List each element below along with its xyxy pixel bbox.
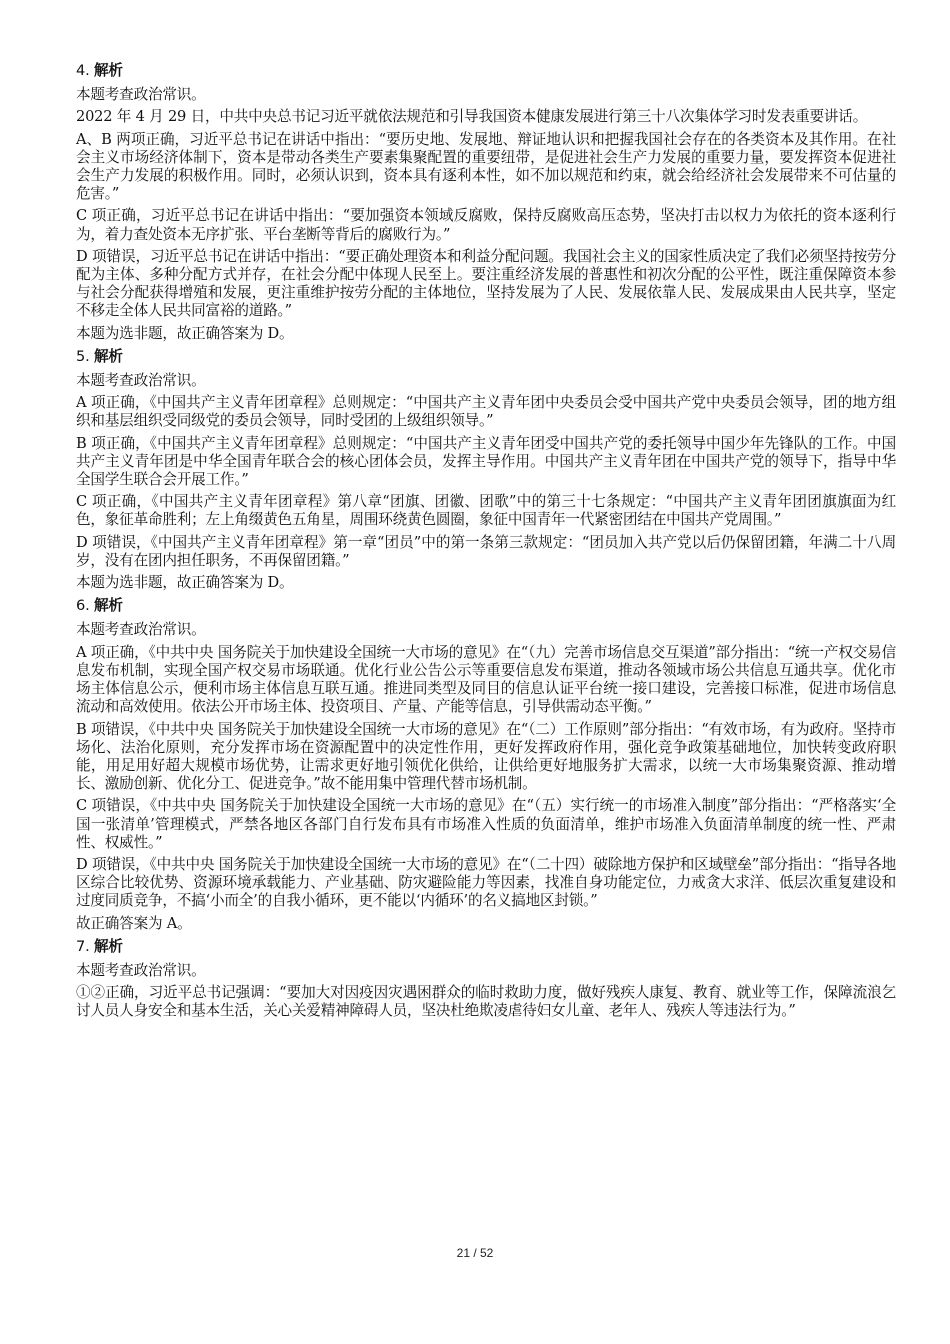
explanation-paragraph: 本题考查政治常识。: [76, 86, 206, 104]
explanation-paragraph: B 项错误，《中共中央 国务院关于加快建设全国统一大市场的意见》在“（二）工作原则”部分指出：“有效市场，有为政府。坚持市场化、法治化原则，充分发挥市场在资源配置中的决定性作用，更好发挥政府作用，强化竞争政策基础地位，加快转变政府职能，用足用好超大规模市场优势，让需求更好地引领优化供给，让供给更好地服务扩大需求，以统一大市场集聚资源、推动增长、激励创新、优化分工、促进竞争。”故不能用集中管理代替市场机制。: [76, 720, 896, 793]
explanation-paragraph: 本题考查政治常识。: [76, 621, 206, 639]
analysis-label: 解析: [93, 347, 123, 365]
question-number: 4.: [76, 62, 90, 79]
question-number: 5.: [76, 347, 90, 365]
question-number: 6.: [76, 597, 90, 615]
question-heading: [76, 938, 896, 956]
question-heading: [76, 348, 896, 366]
explanation-paragraph: D 项错误，《中国共产主义青年团章程》第一章“团员”中的第一条第三款规定：“团员加入共产党以后仍保留团籍，年满二十八周岁，没有在团内担任职务，不再保留团籍。”: [76, 533, 896, 569]
analysis-label: 解析: [93, 597, 123, 615]
explanation-paragraph: D 项错误，习近平总书记在讲话中指出：“要正确处理资本和利益分配问题。我国社会主义的国家性质决定了我们必须坚持按劳分配为主体、多种分配方式并存，在社会分配中体现人民至上。要注重经济发展的普惠性和初次分配的公平性，既注重保障资本参与社会分配获得增殖和发展，更注重维护按劳分配的主体地位，坚持发展为了人民、发展依靠人民、发展成果由人民共享，坚定不移走全体人民共同富裕的道路。”: [76, 247, 896, 320]
explanation-paragraph: C 项正确，习近平总书记在讲话中指出：“要加强资本领域反腐败，保持反腐败高压态势，坚决打击以权力为依托的资本逐利行为，着力查处资本无序扩张、平台垄断等背后的腐败行为。”: [76, 207, 896, 243]
explanation-paragraph: 本题考查政治常识。: [76, 961, 206, 979]
explanation-paragraph: 故正确答案为 A。: [76, 914, 192, 932]
explanation-paragraph: B 项正确，《中国共产主义青年团章程》总则规定：“中国共产主义青年团受中国共产党的委托领导中国少年先锋队的工作。中国共产主义青年团是中华全国青年联合会的核心团体会员，发挥主导作用。中国共产主义青年团在中国共产党的领导下，指导中华全国学生联合会开展工作。”: [76, 434, 896, 489]
explanation-paragraph: 本题为选非题，故正确答案为 D。: [76, 574, 294, 592]
answer-explanations: [76, 62, 896, 1026]
analysis-label: 解析: [93, 937, 123, 955]
explanation-paragraph: A 项正确，《中国共产主义青年团章程》总则规定：“中国共产主义青年团中央委员会受中国共产党中央委员会领导，团的地方组织和基层组织受同级党的委员会领导，同时受团的上级组织领导。”: [76, 394, 896, 430]
question-block: [76, 348, 896, 592]
question-heading: [76, 597, 896, 615]
explanation-paragraph: A、B 两项正确，习近平总书记在讲话中指出：“要历史地、发展地、辩证地认识和把握我国社会存在的各类资本及其作用。在社会主义市场经济体制下，资本是带动各类生产要素集聚配置的重要纽带，是促进社会生产力发展的重要力量，要发挥资本促进社会生产力发展的积极作用。同时，必须认识到，资本具有逐利本性，如不加以规范和约束，就会给经济社会发展带来不可估量的危害。”: [76, 130, 896, 203]
question-heading: [76, 62, 896, 80]
explanation-paragraph: 本题考查政治常识。: [76, 372, 206, 390]
question-block: [76, 597, 896, 932]
explanation-paragraph: ①②正确，习近平总书记强调：“要加大对因疫因灾遇困群众的临时救助力度，做好残疾人康复、教育、就业等工作，保障流浪乞讨人员人身安全和基本生活，关心关爱精神障碍人员，坚决杜绝欺凌虐待妇女儿童、老年人、残疾人等违法行为。”: [76, 984, 896, 1020]
explanation-paragraph: C 项错误，《中共中央 国务院关于加快建设全国统一大市场的意见》在“（五）实行统一的市场准入制度”部分指出：“严格落实‘全国一张清单’管理模式，严禁各地区各部门自行发布具有市场准入性质的负面清单，维护市场准入负面清单制度的统一性、严肃性、权威性。”: [76, 797, 896, 851]
question-block: [76, 938, 896, 1021]
question-block: [76, 62, 896, 343]
explanation-paragraph: D 项错误，《中共中央 国务院关于加快建设全国统一大市场的意见》在“（二十四）破除地方保护和区域壁垒”部分指出：“指导各地区综合比较优势、资源环境承载能力、产业基础、防灾避险能力等因素，找准自身功能定位，力戒贪大求洋、低层次重复建设和过度同质竞争，不搞‘小而全’的自我小循环，更不能以‘内循环’的名义搞地区封锁。”: [76, 855, 896, 910]
explanation-paragraph: C 项正确，《中国共产主义青年团章程》第八章“团旗、团徽、团歌”中的第三十七条规定：“中国共产主义青年团团旗旗面为红色，象征革命胜利；左上角缀黄色五角星，周围环绕黄色圆圈，象征中国青年一代紧密团结在中国共产党周围。”: [76, 493, 896, 529]
analysis-label: 解析: [93, 62, 123, 79]
page-number: 21 / 52: [456, 1246, 494, 1260]
explanation-paragraph: 本题为选非题，故正确答案为 D。: [76, 324, 294, 342]
explanation-paragraph: 2022 年 4 月 29 日，中共中央总书记习近平就依法规范和引导我国资本健康发展进行第三十八次集体学习时发表重要讲话。: [76, 108, 868, 126]
question-number: 7.: [76, 937, 90, 955]
explanation-paragraph: A 项正确，《中共中央 国务院关于加快建设全国统一大市场的意见》在“（九）完善市场信息交互渠道”部分指出：“统一产权交易信息发布机制，实现全国产权交易市场联通。优化行业公告公示等重要信息发布渠道，推动各领域市场公共信息互通共享。优化市场主体信息公示，便利市场主体信息互联互通。推进同类型及同目的信息认证平台统一接口建设，完善接口标准，促进市场信息流动和高效使用。依法公开市场主体、投资项目、产量、产能等信息，引导供需动态平衡。”: [76, 643, 896, 716]
